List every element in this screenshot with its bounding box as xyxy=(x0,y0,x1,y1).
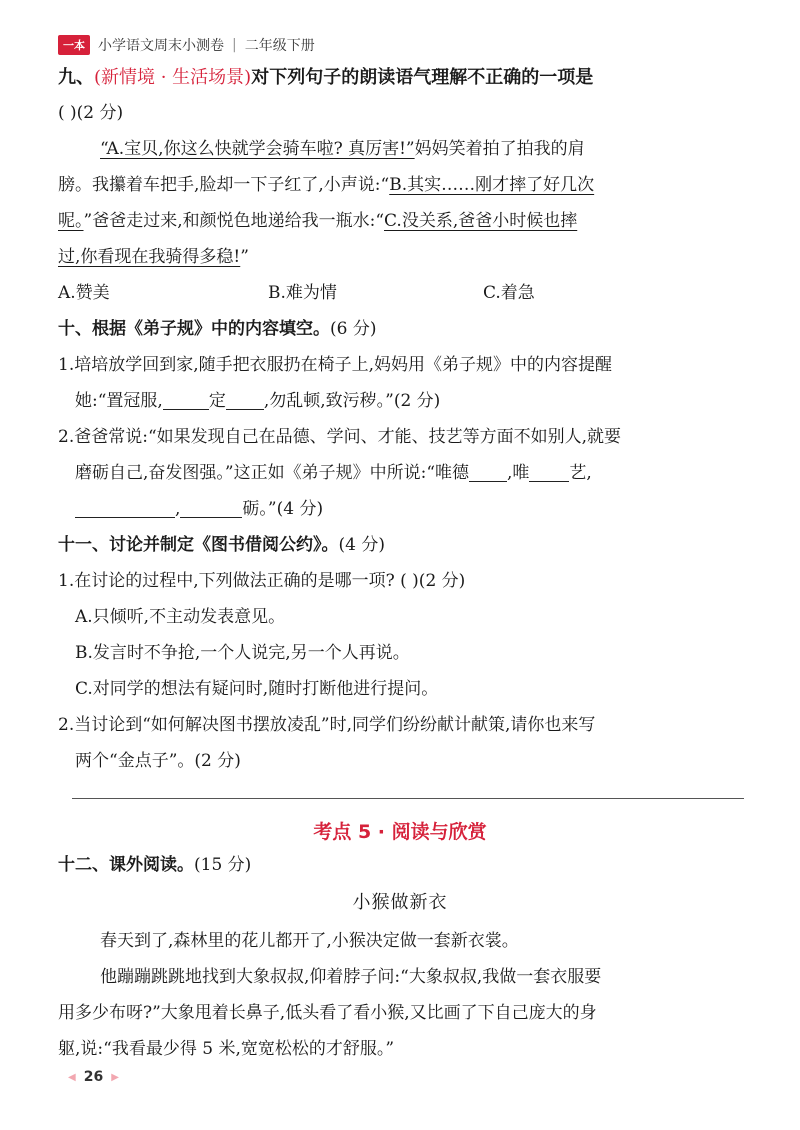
book-title: 小学语文周末小测卷 xyxy=(98,38,224,54)
q9-passage-text: 膀。我攥着车把手,脸却一下子红了,小声说:“ xyxy=(58,175,390,195)
q11-option-a[interactable]: A.只倾听,不主动发表意见。 xyxy=(75,607,286,627)
q9-passage-text: ”爸爸走过来,和颜悦色地递给我一瓶水:“ xyxy=(83,211,385,231)
q11-title xyxy=(58,533,745,557)
q9-passage-line-2 xyxy=(58,173,745,197)
q10-sub2-text: ,唯 xyxy=(507,463,530,483)
q11-option-c[interactable]: C.对同学的想法有疑问时,随时打断他进行提问。 xyxy=(75,679,439,699)
q10-sub2-text: 砺。”(4 分) xyxy=(242,499,324,519)
q10-title xyxy=(58,317,745,341)
q9-answer-line xyxy=(58,101,745,125)
story-paragraph-2-line3: 躯,说:“我看最少得 5 米,宽宽松松的才舒服。” xyxy=(58,1039,395,1059)
q12-title xyxy=(58,853,745,877)
page-number: 26 xyxy=(83,1069,104,1085)
q9-number: 九、 xyxy=(58,67,94,88)
next-page-arrow-icon[interactable]: ▶ xyxy=(111,1071,119,1083)
fill-blank[interactable] xyxy=(529,463,569,482)
q9-passage-line-4 xyxy=(58,245,745,269)
section-divider xyxy=(72,798,744,799)
q12-heading: 十二、课外阅读。 xyxy=(58,855,194,875)
story-paragraph-2-line1: 他蹦蹦跳跳地找到大象叔叔,仰着脖子问:“大象叔叔,我做一套衣服要 xyxy=(100,967,602,987)
q10-sub2-line1: 2.爸爸常说:“如果发现自己在品德、学问、才能、技艺等方面不如别人,就要 xyxy=(58,427,622,447)
q9-passage-line-1 xyxy=(100,137,745,161)
q10-sub1-text: ,勿乱顿,致污秽。”(2 分) xyxy=(263,391,441,411)
page-header xyxy=(58,34,315,56)
q9-option-a-quote: “A.宝贝,你这么快就学会骑车啦? 真厉害!” xyxy=(100,139,415,159)
grade-label: 二年级下册 xyxy=(244,38,315,54)
q10-sub1-line1: 1.培培放学回到家,随手把衣服扔在椅子上,妈妈用《弟子规》中的内容提醒 xyxy=(58,355,613,375)
header-separator: | xyxy=(232,37,237,53)
q11-sub1: 1.在讨论的过程中,下列做法正确的是哪一项? ( )(2 分) xyxy=(58,571,466,591)
q9-option-b-quote: B.其实……刚才摔了好几次 xyxy=(389,175,595,195)
q11-score: (4 分) xyxy=(338,535,385,555)
prev-page-arrow-icon[interactable]: ◀ xyxy=(68,1071,76,1083)
q10-sub2-text: 磨砺自己,奋发图强。”这正如《弟子规》中所说:“唯德 xyxy=(75,463,470,483)
q11-option-b[interactable]: B.发言时不争抢,一个人说完,另一个人再说。 xyxy=(75,643,410,663)
fill-blank[interactable] xyxy=(163,391,209,410)
q10-sub1-line2 xyxy=(75,389,745,413)
q9-option-b-quote-end: 呢。 xyxy=(58,211,84,231)
story-paragraph-1: 春天到了,森林里的花儿都开了,小猴决定做一套新衣裳。 xyxy=(100,931,519,951)
page-footer xyxy=(60,1069,127,1085)
q9-passage-line-3 xyxy=(58,209,745,233)
fill-blank[interactable] xyxy=(75,499,175,518)
q11-sub2-line2: 两个“金点子”。(2 分) xyxy=(75,751,241,771)
q10-sub2-line2 xyxy=(75,461,745,485)
q9-passage-text: 妈妈笑着拍了拍我的肩 xyxy=(414,139,585,159)
q9-tag: (新情境 · 生活场景) xyxy=(94,67,252,88)
q9-option-c[interactable]: C.着急 xyxy=(483,283,535,303)
q9-stem xyxy=(58,66,745,90)
q9-option-c-quote: C.没关系,爸爸小时候也摔 xyxy=(384,211,578,231)
q10-score: (6 分) xyxy=(330,319,377,339)
q10-sub2-text: 艺, xyxy=(569,463,592,483)
q12-score: (15 分) xyxy=(194,855,252,875)
q9-option-c-quote-end: 过,你看现在我骑得多稳! xyxy=(58,247,241,267)
q9-passage-text: ” xyxy=(240,247,249,267)
q10-sub1-text: 她:“置冠服, xyxy=(75,391,163,411)
q10-heading: 十、根据《弟子规》中的内容填空。 xyxy=(58,319,330,339)
q10-sub2-text: , xyxy=(175,499,181,519)
q9-option-a[interactable]: A.赞美 xyxy=(58,283,110,303)
q9-question: 对下列句子的朗读语气理解不正确的一项是 xyxy=(251,67,594,88)
q10-sub1-text: 定 xyxy=(208,391,226,411)
q11-sub2-line1: 2.当讨论到“如何解决图书摆放凌乱”时,同学们纷纷献计献策,请你也来写 xyxy=(58,715,596,735)
story-paragraph-2-line2: 用多少布呀?”大象甩着长鼻子,低头看了看小猴,又比画了下自己庞大的身 xyxy=(58,1003,597,1023)
story-title: 小猴做新衣 xyxy=(352,892,448,913)
q9-answer-paren[interactable]: ( ) xyxy=(58,103,77,123)
q10-sub2-line3 xyxy=(75,497,745,521)
section-heading: 考点 5 · 阅读与欣赏 xyxy=(313,821,487,843)
q9-option-b[interactable]: B.难为情 xyxy=(268,283,337,303)
q11-heading: 十一、讨论并制定《图书借阅公约》。 xyxy=(58,535,339,555)
fill-blank[interactable] xyxy=(180,499,242,518)
fill-blank[interactable] xyxy=(469,463,507,482)
q9-score: (2 分) xyxy=(76,103,124,123)
fill-blank[interactable] xyxy=(226,391,264,410)
brand-logo: 一本 xyxy=(58,35,90,55)
